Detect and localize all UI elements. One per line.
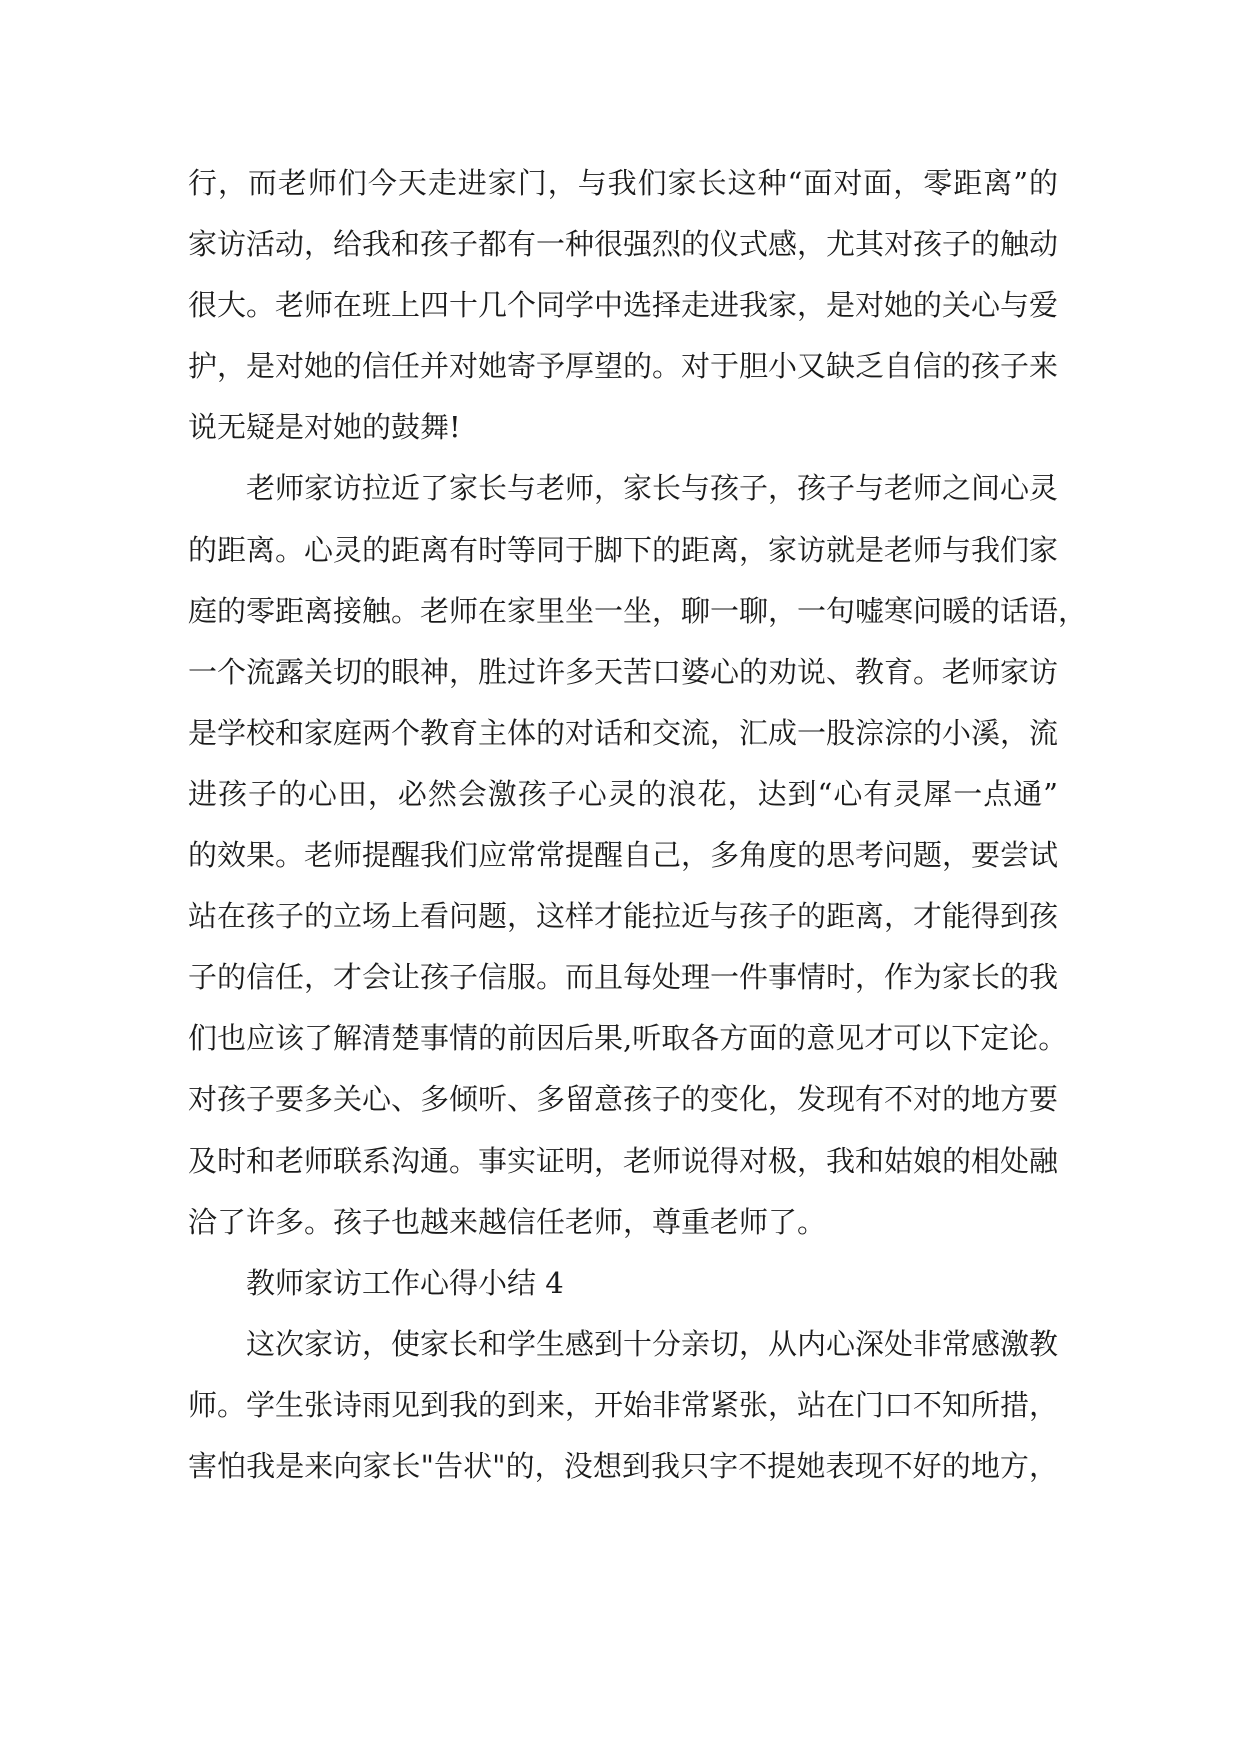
text-line: 说无疑是对她的鼓舞!: [188, 410, 461, 445]
text-line: 子的信任，才会让孩子信服。而且每处理一件事情时，作为家长的我: [188, 960, 1059, 995]
text-line: 行，而老师们今天走进家门，与我们家长这种“面对面，零距离”的: [188, 166, 1058, 200]
text-line: 的距离。心灵的距离有时等同于脚下的距离，家访就是老师与我们家: [188, 532, 1059, 567]
text-line: 的效果。老师提醒我们应常常提醒自己，多角度的思考问题，要尝试: [188, 838, 1059, 873]
text-line: 对孩子要多关心、多倾听、多留意孩子的变化，发现有不对的地方要: [188, 1082, 1059, 1117]
text-line: 很大。老师在班上四十几个同学中选择走进我家，是对她的关心与爱: [188, 288, 1059, 323]
text-line: 害怕我是来向家长"告状"的，没想到我只字不提她表现不好的地方，: [188, 1448, 1058, 1483]
text-line: 进孩子的心田，必然会激孩子心灵的浪花，达到“心有灵犀一点通”: [188, 776, 1058, 811]
text-line: 庭的零距离接触。老师在家里坐一坐，聊一聊，一句嘘寒问暖的话语，: [188, 593, 1088, 628]
section-heading: 教师家访工作心得小结 4: [246, 1265, 564, 1300]
text-line: 洽了许多。孩子也越来越信任老师，尊重老师了。: [188, 1204, 827, 1239]
text-line: 及时和老师联系沟通。事实证明，老师说得对极，我和姑娘的相处融: [188, 1143, 1059, 1178]
document-body: [188, 153, 1088, 1497]
text-line: 是学校和家庭两个教育主体的对话和交流，汇成一股淙淙的小溪，流: [188, 715, 1059, 750]
text-line: 站在孩子的立场上看问题，这样才能拉近与孩子的距离，才能得到孩: [188, 899, 1059, 934]
text-line: 护，是对她的信任并对她寄予厚望的。对于胆小又缺乏自信的孩子来: [188, 349, 1059, 384]
text-line: 老师家访拉近了家长与老师，家长与孩子，孩子与老师之间心灵: [246, 471, 1059, 506]
text-line: 师。学生张诗雨见到我的到来，开始非常紧张，站在门口不知所措，: [188, 1387, 1059, 1422]
text-line: 家访活动，给我和孩子都有一种很强烈的仪式感，尤其对孩子的触动: [188, 227, 1059, 262]
text-line: 们也应该了解清楚事情的前因后果,听取各方面的意见才可以下定论。: [188, 1021, 1068, 1056]
text-line: 这次家访，使家长和学生感到十分亲切，从内心深处非常感激教: [246, 1326, 1059, 1361]
text-line: 一个流露关切的眼神，胜过许多天苦口婆心的劝说、教育。老师家访: [188, 654, 1059, 689]
